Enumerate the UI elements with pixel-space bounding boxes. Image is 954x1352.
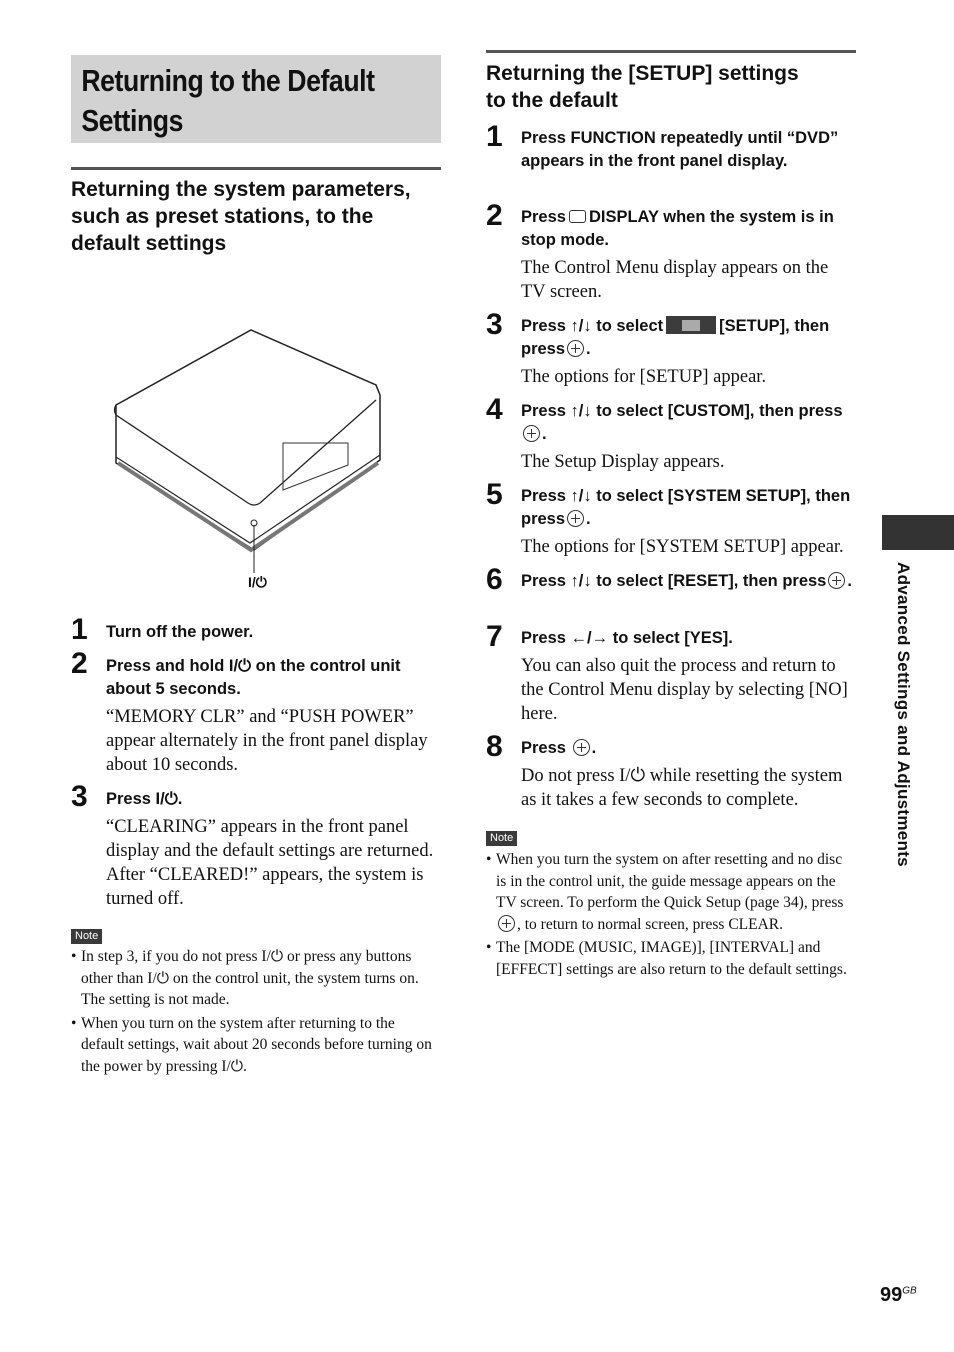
right-section-rule	[486, 50, 856, 53]
step-number: 6	[486, 563, 503, 596]
step-instruction: Press ↑/↓ to select [SYSTEM SETUP], then press	[521, 487, 851, 528]
display-icon	[569, 210, 586, 223]
section-tab-marker	[882, 515, 954, 550]
step-number: 7	[486, 620, 503, 653]
step-instruction: Press ↑/↓ to select	[521, 317, 664, 335]
step-instruction: Press	[521, 208, 566, 226]
step-description: The Setup Display appears.	[521, 452, 725, 472]
left-step-2	[71, 649, 441, 777]
enter-icon	[573, 739, 590, 756]
step-instruction-cont: DISPLAY when the system is in stop mode.	[521, 208, 834, 249]
note-item: • In step 3, if you do not press I/⏻ or press any buttons other than I/⏻ on the control unit, the system turns on. The setting is not made.	[71, 946, 441, 1011]
left-notes	[71, 946, 441, 1079]
page-number-value: 99	[880, 1284, 903, 1306]
title-box	[71, 55, 441, 143]
step-description: “MEMORY CLR” and “PUSH POWER” appear alternately in the front panel display about 10 seconds.	[106, 707, 428, 775]
step-description: The options for [SETUP] appear.	[521, 367, 767, 387]
step-number: 8	[486, 730, 503, 763]
note-item	[486, 849, 856, 935]
step-instruction: Press I/⏻.	[106, 790, 183, 808]
enter-icon	[567, 510, 584, 527]
step-description: Do not press I/⏻ while resetting the system as it takes a few seconds to complete.	[521, 766, 843, 810]
note-text: When you turn the system on after resetting and no disc is in the control unit, the guide message appears on the TV screen. To perform the Quick Setup (page 34), press	[496, 851, 844, 911]
step-number: 5	[486, 478, 503, 511]
step-instruction-cont: [SETUP], then press	[521, 317, 830, 358]
note-text-cont: , to return to normal screen, press CLEAR.	[517, 915, 784, 933]
right-step-4	[486, 395, 856, 474]
step-number: 1	[486, 120, 503, 153]
note-item: • When you turn on the system after returning to the default settings, wait about 20 seconds before turning on the power by pressing I/⏻.	[71, 1013, 441, 1078]
left-section-heading: Returning the system parameters, such as preset stations, to the default settings	[71, 178, 411, 255]
page-number	[880, 1284, 917, 1307]
page-suffix: GB	[902, 1285, 917, 1297]
note-badge-left: Note	[71, 929, 102, 944]
right-notes	[486, 849, 856, 982]
right-section-heading: Returning the [SETUP] settings to the default	[486, 62, 799, 112]
left-step-1	[71, 615, 441, 644]
step-number: 3	[486, 308, 503, 341]
step-instruction: Press ↑/↓ to select [CUSTOM], then press	[521, 402, 843, 420]
left-step-3	[71, 782, 441, 911]
right-step-7	[486, 622, 856, 726]
right-step-1	[486, 122, 856, 173]
step-number: 3	[71, 780, 88, 813]
page-title: Returning to the Default Settings	[81, 63, 375, 138]
right-step-3	[486, 310, 856, 389]
step-number: 2	[486, 199, 503, 232]
step-instruction: Press and hold I/⏻ on the control unit about 5 seconds.	[106, 657, 401, 698]
step-instruction: Press ←/→ to select [YES].	[521, 629, 733, 647]
note-item: • The [MODE (MUSIC, IMAGE)], [INTERVAL] and [EFFECT] settings are also return to the default settings.	[486, 937, 856, 980]
power-button-label: I/⏻	[248, 574, 267, 590]
step-description: “CLEARING” appears in the front panel display and the default settings are returned. After “CLEARED!” appears, the system is turned off.	[106, 817, 434, 909]
setup-toolbox-icon	[666, 316, 716, 334]
step-instruction-end: .	[586, 340, 591, 358]
right-step-5	[486, 480, 856, 559]
step-instruction: Press ↑/↓ to select [RESET], then press	[521, 572, 827, 590]
step-instruction-end: .	[591, 739, 597, 757]
step-instruction: Press FUNCTION repeatedly until “DVD” appears in the front panel display.	[521, 129, 839, 170]
step-instruction-end: .	[847, 572, 852, 590]
step-instruction: Press	[521, 739, 566, 757]
right-step-2	[486, 201, 856, 304]
left-section-rule	[71, 167, 441, 170]
step-number: 4	[486, 393, 503, 426]
control-unit-illustration	[108, 325, 388, 595]
enter-icon	[498, 915, 515, 932]
note-badge-right: Note	[486, 831, 517, 846]
step-number: 2	[71, 647, 88, 680]
step-description: You can also quit the process and return to the Control Menu display by selecting [NO] here.	[521, 656, 848, 724]
right-step-6	[486, 563, 856, 596]
enter-icon	[523, 425, 540, 442]
section-tab-label: Advanced Settings and Adjustments	[894, 562, 913, 867]
step-instruction: Turn off the power.	[106, 623, 254, 641]
step-number: 1	[71, 613, 88, 646]
step-description: The Control Menu display appears on the TV screen.	[521, 258, 829, 302]
step-description: The options for [SYSTEM SETUP] appear.	[521, 537, 844, 557]
right-step-8	[486, 732, 856, 812]
step-instruction-end: .	[542, 425, 547, 443]
step-instruction-end: .	[586, 510, 591, 528]
enter-icon	[567, 340, 584, 357]
enter-icon	[828, 572, 845, 589]
